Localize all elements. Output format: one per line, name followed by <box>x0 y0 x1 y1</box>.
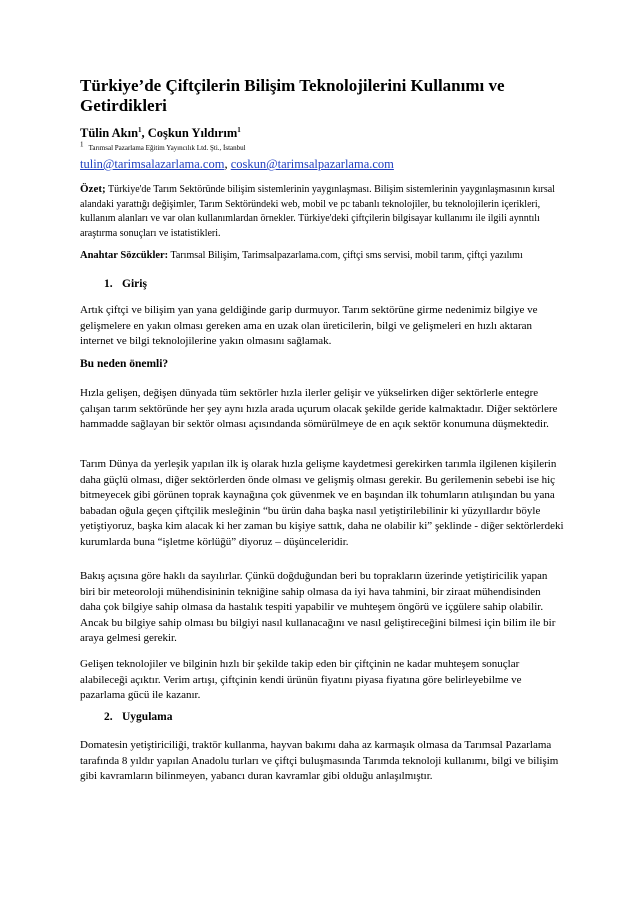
email-separator: , <box>224 157 231 171</box>
paragraph: Artık çiftçi ve bilişim yan yana geldiğinde garip durmuyor. Tarım sektörüne girme nedenimiz bilgiye ve gelişmelere en yakın olması gereken ama en uzak olan üreticilerin, bilgi ve gelişmeleri en hızlı aktaran internet ve bilgi teknolojilerine yakın olmasını sağlamak. <box>80 304 538 347</box>
abstract-text: Türkiye'de Tarım Sektöründe bilişim sistemlerinin yaygınlaşması. Bilişim sistemlerinin yaygınlaşmasının kırsal alandaki yarattığı değişimler, Tarım Sektöründeki web, mobil ve pc tabanlı teknolojiler, bu teknolojilerin içerikleri, kullanım alanları ve var olan kullanımlardan örnekler. Türkiye'deki çiftçilerin bilgisayar kullanımı ile ilgili aynntılı araştırma sonuçları ve istatistikleri. <box>80 184 555 239</box>
section-number: 2. <box>104 711 113 723</box>
keywords <box>80 249 564 264</box>
email-link[interactable]: coskun@tarimsalpazarlama.com <box>230 157 394 171</box>
email-link[interactable]: tulin@tarimsalazarlama.com <box>80 157 225 171</box>
section-title: Giriş <box>122 278 147 290</box>
abstract-label: Özet; <box>80 183 106 195</box>
paragraph: Hızla gelişen, değişen dünyada tüm sektörler hızla ilerler gelişir ve yükselirken diğer sektörlerle entegre çalışan tarım sektöründe her şey aynı hızla arada uçurum olacak şekilde geride kalmaktadır. Diğer sektörlere hammadde sağlayan bir sektör olması açısındanda sömürülmeye de en açık sektör konumuna düşmektedir. <box>80 387 558 430</box>
paper-title: Türkiye’de Çiftçilerin Bilişim Teknolojilerini Kullanımı ve Getirdikleri <box>80 76 505 115</box>
author-name: Coşkun Yıldırım <box>147 126 238 140</box>
section-number: 1. <box>104 278 113 290</box>
subheading: Bu neden önemli? <box>80 358 169 370</box>
email-line <box>80 157 394 172</box>
section-title: Uygulama <box>122 711 173 723</box>
keywords-label: Anahtar Sözcükler: <box>80 250 169 261</box>
paragraph: Tarım Dünya da yerleşik yapılan ilk iş olarak hızla gelişme kaydetmesi gerekirken tarımla ilgilenen kişilerin daha güçlü olması, diğer sektörlerden önde olması ve gelişmiş olması gerekir. Bu gerilemenin sebebi ise hiç bitmeyecek gibi görünen toprak kaynağına çok güvenmek ve en başından ilk tohumların atılışından bu yana babadan oğula geçen çiftçilik mesleğinin “bu ürün daha başka nasıl yetiştirilebilinir ki yüzyıllardır böyle yetiştiyoruz, başka kim alacak ki her zaman bu kişiye sattık, daha ne olabilir ki” şeklinde - diğer sektörlerdeki kurumlarda buna “işletme körlüğü” diyoruz – düşünceleridir. <box>80 458 564 548</box>
section-heading-1 <box>104 278 147 290</box>
affiliation-text: Tarımsal Pazarlama Eğitim Yayıncılık Ltd. Şti., İstanbul <box>88 144 246 152</box>
affiliation-marker: 1 <box>80 140 84 149</box>
affiliation-marker: 1 <box>237 125 241 134</box>
author-separator: , <box>141 126 148 140</box>
paragraph: Bakış açısına göre haklı da sayılırlar. Çünkü doğduğundan beri bu toprakların üzerinde yetiştiricilik yapan biri bir meteoroloji mühendisininin tekniğine sahip olmasa da iyi hava tahmini, bir ziraat mühendisinden daha çok bilgiye sahip olmasa da hastalık tespiti yapabilir ve muhteşem öngörü ve içgülere sahip olabilir. Ancak bu bilgiye sahip olması bu bilgiyi nasıl kullanacağını ve nasıl geliştireceğini bilmesi için bilim ile bir araya gelmesi gerekir. <box>80 570 556 644</box>
affiliation-marker: 1 <box>138 125 142 134</box>
keywords-text: Tarımsal Bilişim, Tarimsalpazarlama.com, çiftçi sms servisi, mobil tarım, çiftçi yazılımı <box>168 250 523 261</box>
section-heading-2 <box>104 711 172 723</box>
paragraph: Domatesin yetiştiriciliği, traktör kullanma, hayvan bakımı daha az karmaşık olmasa da Tarımsal Pazarlama tarafında 8 yıldır yapılan Anadolu turları ve çiftçi buluşmasında Tarımda teknoloji kullanımı, bilgi ve bilişim gibi kavramların bilinmeyen, yabancı duran kavramlar gibi olduğu anlaşılmıştır. <box>80 739 559 782</box>
affiliation-line <box>80 140 246 152</box>
author-line <box>80 126 241 141</box>
abstract <box>80 182 564 241</box>
author-name: Tülin Akın <box>80 126 139 140</box>
paragraph: Gelişen teknolojiler ve bilginin hızlı bir şekilde takip eden bir çiftçinin ne kadar muhteşem sonuçlar alabileceği açıktır. Verim artışı, çiftçinin kendi ürünün fiyatını piyasa fiyatına göre belirleyebilme ve pazarlama gücü ile kazanır. <box>80 658 522 701</box>
